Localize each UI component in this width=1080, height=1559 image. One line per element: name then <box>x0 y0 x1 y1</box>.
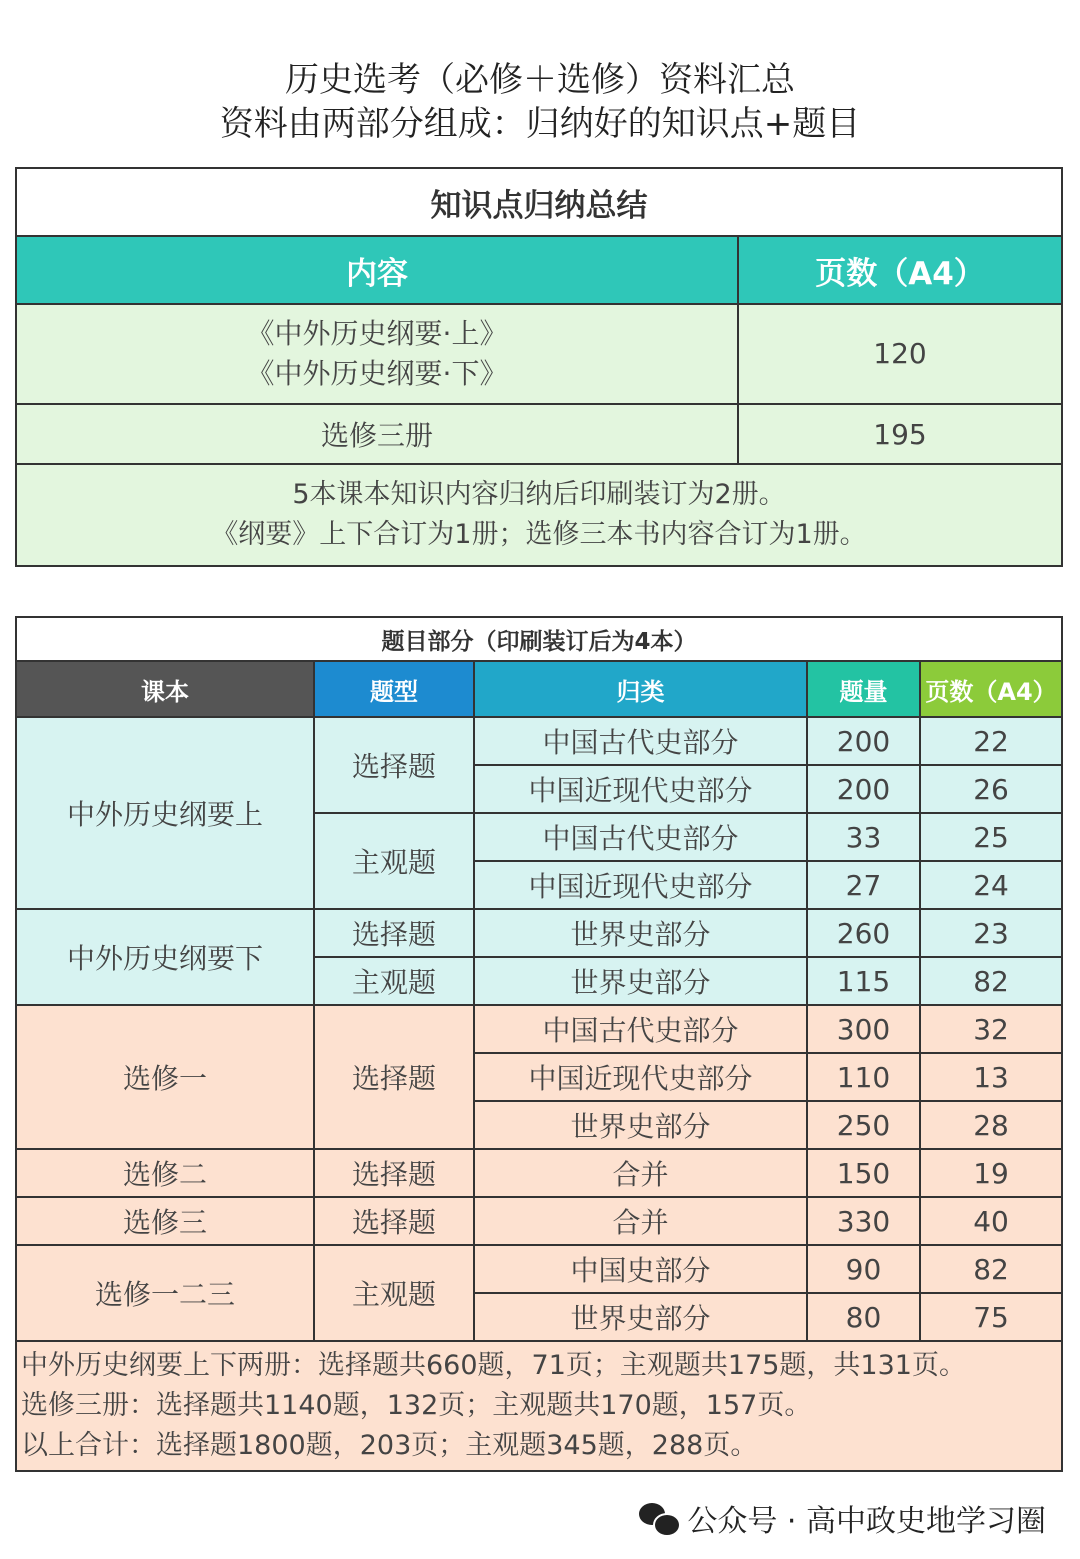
quantity-column-header: 题量 <box>807 661 920 717</box>
footer-watermark <box>639 1496 1046 1540</box>
question-table-summary <box>16 1341 1062 1471</box>
quantity-cell: 110 <box>807 1053 920 1101</box>
pages-cell: 13 <box>920 1053 1062 1101</box>
category-cell: 中国古代史部分 <box>474 813 807 861</box>
title-line-2: 资料由两部分组成：归纳好的知识点+题目 <box>219 104 861 144</box>
content-column-header: 内容 <box>16 236 738 304</box>
category-cell: 中国古代史部分 <box>474 717 807 765</box>
quantity-cell: 90 <box>807 1245 920 1293</box>
type-cell: 主观题 <box>314 813 474 909</box>
quantity-cell: 200 <box>807 717 920 765</box>
outline-volume-1: 《中外历史纲要·上》 <box>246 317 508 350</box>
textbook-cell: 选修三 <box>16 1197 314 1245</box>
pages-cell: 40 <box>920 1197 1062 1245</box>
quantity-cell: 115 <box>807 957 920 1005</box>
category-cell: 中国古代史部分 <box>474 1005 807 1053</box>
category-cell: 中国近现代史部分 <box>474 765 807 813</box>
knowledge-table-note <box>16 464 1062 566</box>
type-cell: 主观题 <box>314 957 474 1005</box>
textbook-cell: 选修一 <box>16 1005 314 1149</box>
pages-cell: 32 <box>920 1005 1062 1053</box>
table-row <box>16 717 1062 765</box>
summary-line-3: 以上合计：选择题1800题，203页；主观题345题，288页。 <box>21 1430 758 1461</box>
type-column-header: 题型 <box>314 661 474 717</box>
textbook-cell: 选修二 <box>16 1149 314 1197</box>
quantity-cell: 33 <box>807 813 920 861</box>
table-row <box>16 909 1062 957</box>
outline-volume-2: 《中外历史纲要·下》 <box>246 357 508 390</box>
knowledge-table-caption: 知识点归纳总结 <box>16 168 1062 236</box>
category-cell: 世界史部分 <box>474 1293 807 1341</box>
pages-cell: 75 <box>920 1293 1062 1341</box>
quantity-cell: 150 <box>807 1149 920 1197</box>
title-line-1: 历史选考（必修＋选修）资料汇总 <box>285 60 795 100</box>
knowledge-summary-table <box>15 167 1063 567</box>
quantity-cell: 260 <box>807 909 920 957</box>
pages-cell: 23 <box>920 909 1062 957</box>
quantity-cell: 250 <box>807 1101 920 1149</box>
category-cell: 世界史部分 <box>474 957 807 1005</box>
pages-cell-electives: 195 <box>738 404 1062 464</box>
textbook-cell: 选修一二三 <box>16 1245 314 1341</box>
textbook-cell: 中外历史纲要下 <box>16 909 314 1005</box>
table-row <box>16 1245 1062 1293</box>
note-line-1: 5本课本知识内容归纳后印刷装订为2册。 <box>292 479 786 510</box>
type-cell: 选择题 <box>314 909 474 957</box>
pages-cell: 26 <box>920 765 1062 813</box>
textbook-cell: 中外历史纲要上 <box>16 717 314 909</box>
category-cell: 合并 <box>474 1197 807 1245</box>
type-cell: 选择题 <box>314 1149 474 1197</box>
pages-cell: 22 <box>920 717 1062 765</box>
category-cell: 世界史部分 <box>474 909 807 957</box>
pages-cell-outline: 120 <box>738 304 1062 404</box>
category-cell: 中国近现代史部分 <box>474 1053 807 1101</box>
footer-account-name: 公众号 · 高中政史地学习圈 <box>687 1504 1046 1539</box>
textbook-column-header: 课本 <box>16 661 314 717</box>
pages-column-header: 页数（A4） <box>738 236 1062 304</box>
pages-cell: 82 <box>920 1245 1062 1293</box>
question-table <box>15 616 1063 1472</box>
pages-cell: 24 <box>920 861 1062 909</box>
quantity-cell: 330 <box>807 1197 920 1245</box>
category-cell: 合并 <box>474 1149 807 1197</box>
pages-column-header: 页数（A4） <box>920 661 1062 717</box>
pages-cell: 19 <box>920 1149 1062 1197</box>
category-column-header: 归类 <box>474 661 807 717</box>
table-row <box>16 1149 1062 1197</box>
summary-line-1: 中外历史纲要上下两册：选择题共660题，71页；主观题共175题，共131页。 <box>21 1350 966 1381</box>
pages-cell: 82 <box>920 957 1062 1005</box>
category-cell: 中国史部分 <box>474 1245 807 1293</box>
type-cell: 主观题 <box>314 1245 474 1341</box>
category-cell: 中国近现代史部分 <box>474 861 807 909</box>
table-row <box>16 1197 1062 1245</box>
pages-cell: 28 <box>920 1101 1062 1149</box>
content-cell-electives: 选修三册 <box>16 404 738 464</box>
category-cell: 世界史部分 <box>474 1101 807 1149</box>
summary-line-2: 选修三册：选择题共1140题，132页；主观题共170题，157页。 <box>21 1390 812 1421</box>
question-table-caption: 题目部分（印刷装订后为4本） <box>16 617 1062 661</box>
type-cell: 选择题 <box>314 717 474 813</box>
quantity-cell: 27 <box>807 861 920 909</box>
wechat-icon <box>639 1501 679 1535</box>
quantity-cell: 300 <box>807 1005 920 1053</box>
type-cell: 选择题 <box>314 1197 474 1245</box>
table-row <box>16 1005 1062 1053</box>
quantity-cell: 80 <box>807 1293 920 1341</box>
quantity-cell: 200 <box>807 765 920 813</box>
type-cell: 选择题 <box>314 1005 474 1149</box>
pages-cell: 25 <box>920 813 1062 861</box>
page-title <box>0 58 1080 146</box>
note-line-2: 《纲要》上下合订为1册；选修三本书内容合订为1册。 <box>211 519 867 550</box>
content-cell-outline <box>16 304 738 404</box>
